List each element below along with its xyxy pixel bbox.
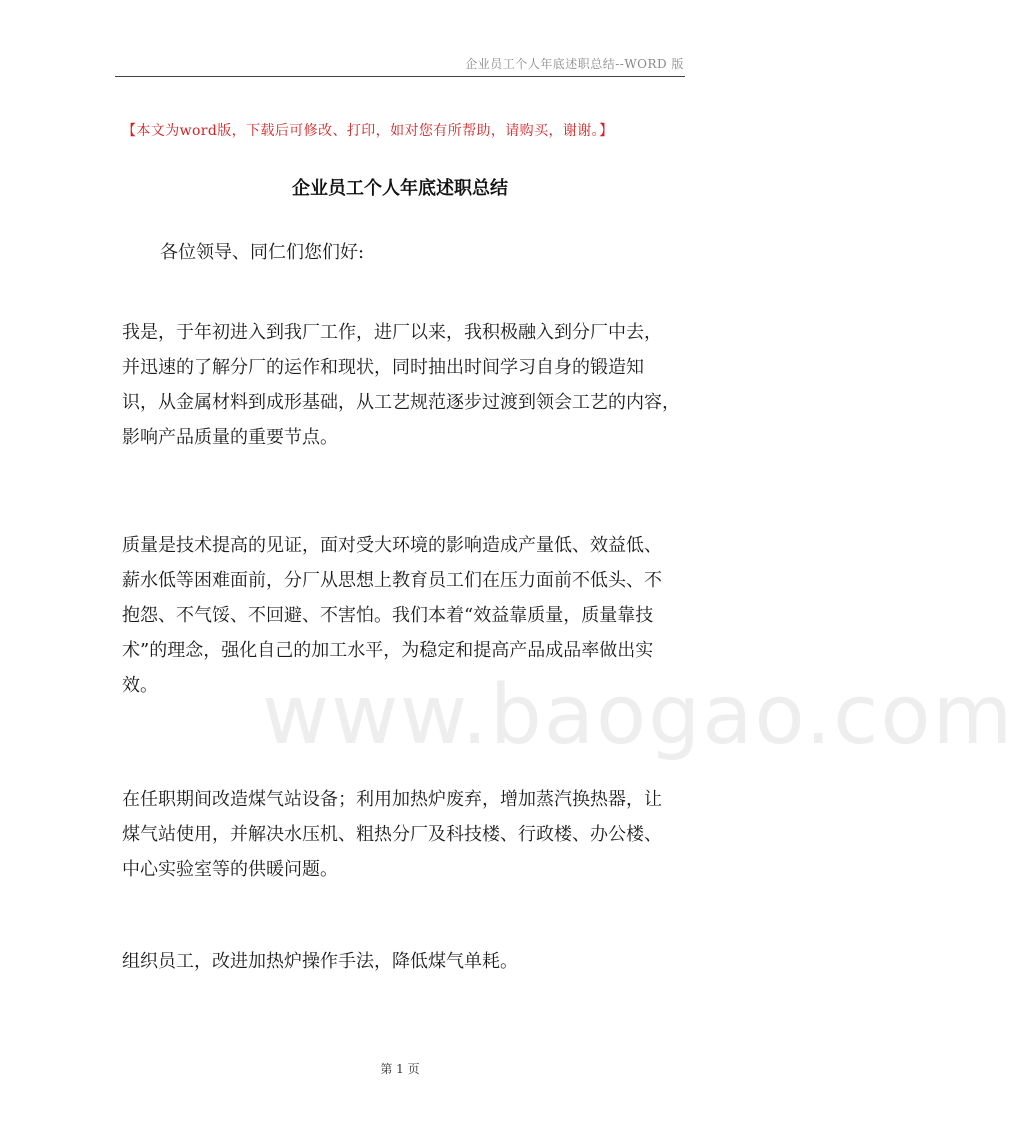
paragraph-line: 煤气站使用，并解决水压机、粗热分厂及科技楼、行政楼、办公楼、 xyxy=(122,824,662,845)
paragraph-4 xyxy=(122,944,688,979)
watermark: www.baogao.com xyxy=(262,668,1014,763)
paragraph-2 xyxy=(122,528,688,703)
paragraph-line: 中心实验室等的供暖问题。 xyxy=(122,859,338,880)
paragraph-line: 质量是技术提高的见证，面对受大环境的影响造成产量低、效益低、 xyxy=(122,535,662,556)
paragraph-1 xyxy=(122,315,688,455)
paragraph-line: 组织员工，改进加热炉操作手法，降低煤气单耗。 xyxy=(122,951,518,972)
paragraph-line: 我是，于年初进入到我厂工作，进厂以来，我积极融入到分厂中去， xyxy=(122,322,662,343)
document-title: 企业员工个人年底述职总结 xyxy=(292,178,508,199)
paragraph-line: 效。 xyxy=(122,675,158,696)
paragraph-line: 术”的理念，强化自己的加工水平，为稳定和提高产品成品率做出实 xyxy=(122,640,654,661)
header-divider xyxy=(115,76,685,77)
paragraph-line: 薪水低等困难面前，分厂从思想上教育员工们在压力面前不低头、不 xyxy=(122,570,662,591)
purchase-notice: 【本文为word版，下载后可修改、打印，如对您有所帮助，请购买，谢谢。】 xyxy=(122,123,614,139)
page-number: 第 1 页 xyxy=(380,1062,420,1076)
paragraph-line: 在任职期间改造煤气站设备；利用加热炉废弃，增加蒸汽换热器，让 xyxy=(122,789,662,810)
paragraph-3 xyxy=(122,782,688,887)
paragraph-line: 并迅速的了解分厂的运作和现状，同时抽出时间学习自身的锻造知 xyxy=(122,357,644,378)
paragraph-line: 影响产品质量的重要节点。 xyxy=(122,427,338,448)
paragraph-line: 抱怨、不气馁、不回避、不害怕。我们本着“效益靠质量，质量靠技 xyxy=(122,605,654,626)
paragraph-line: 识，从金属材料到成形基础，从工艺规范逐步过渡到领会工艺的内容， xyxy=(122,392,680,413)
greeting: 各位领导、同仁们您们好: xyxy=(160,242,365,263)
running-header: 企业员工个人年底述职总结--WORD 版 xyxy=(465,57,684,71)
